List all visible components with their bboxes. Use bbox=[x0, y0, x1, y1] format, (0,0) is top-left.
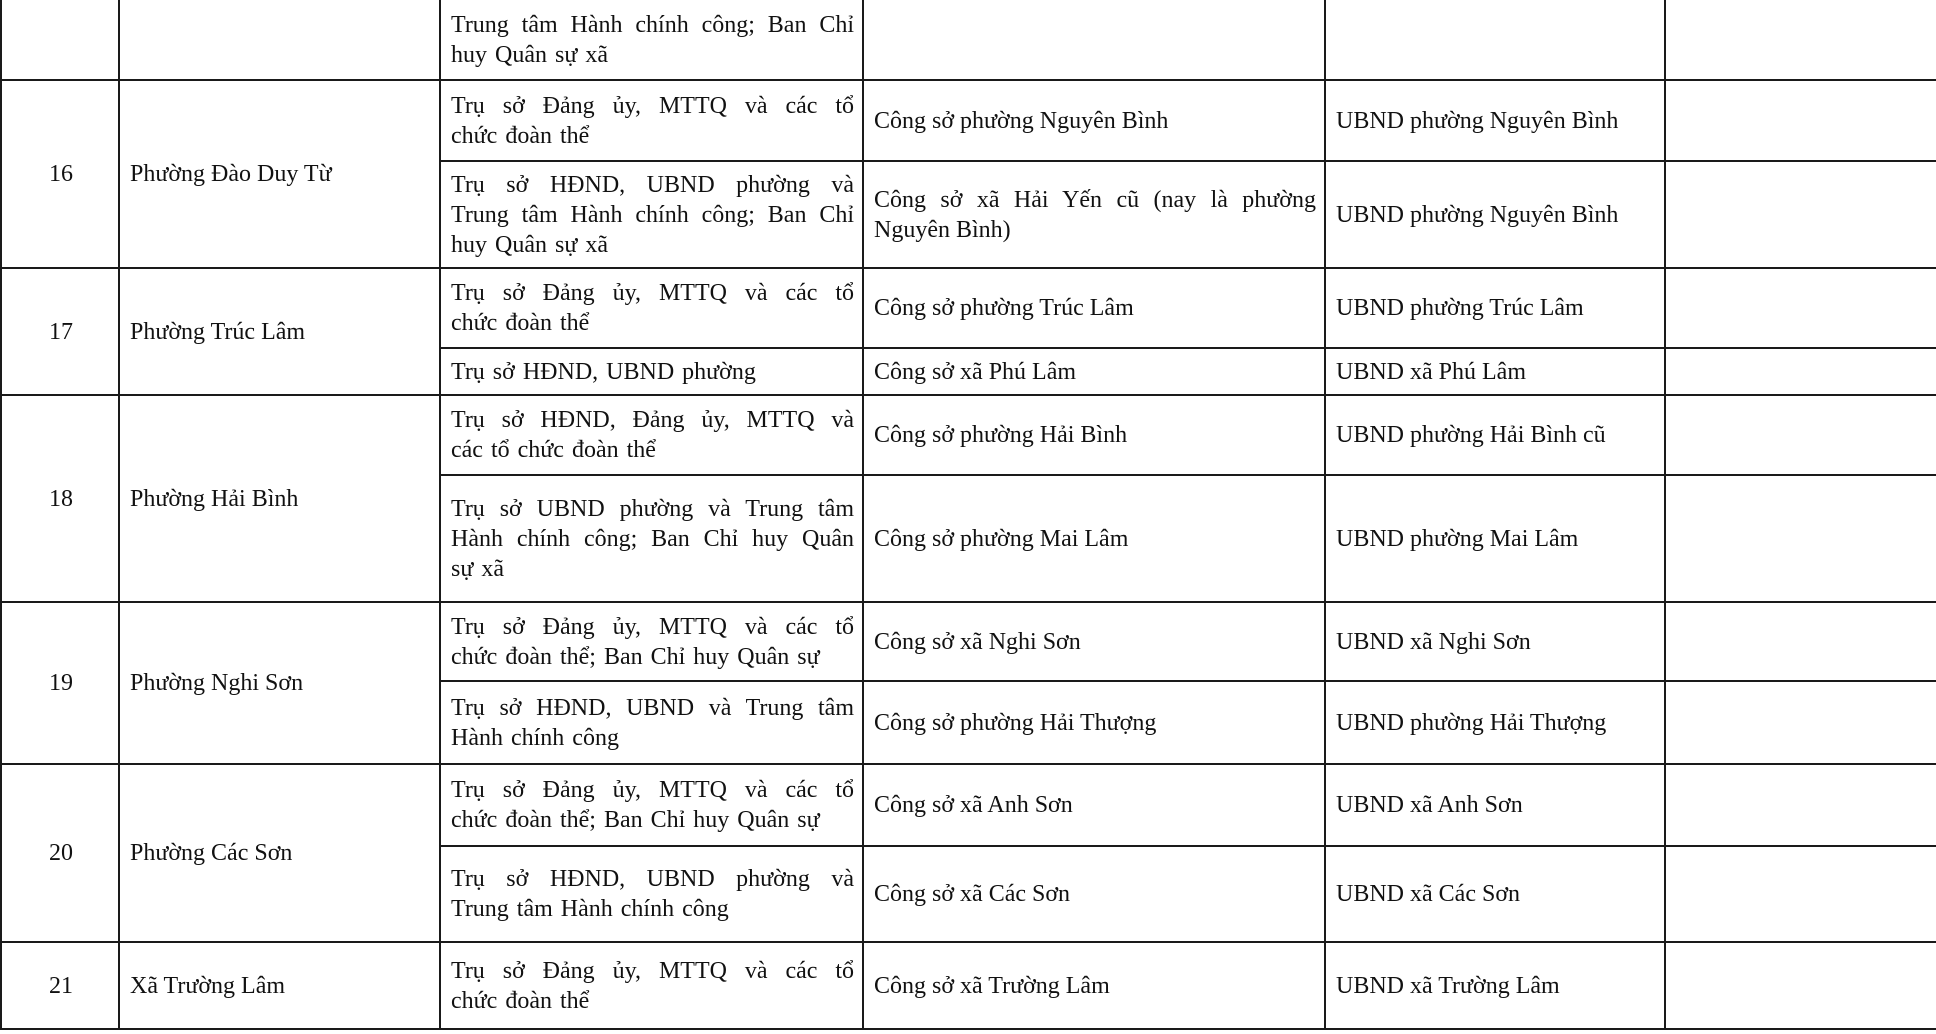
office-description bbox=[440, 0, 863, 80]
managing-unit bbox=[1325, 0, 1665, 80]
desc-line: chức đoàn thể; Ban Chỉ huy Quân sự bbox=[451, 807, 820, 833]
row-number: 17 bbox=[1, 268, 119, 395]
office-location bbox=[863, 0, 1325, 80]
managing-unit: UBND xã Trường Lâm bbox=[1325, 942, 1665, 1029]
unit-name: Phường Trúc Lâm bbox=[119, 268, 440, 395]
desc-line: chức đoàn thể bbox=[451, 122, 590, 149]
desc-line: Trụ sở Đảng ủy, MTTQ và các tổ bbox=[451, 280, 854, 306]
notes-cell bbox=[1665, 942, 1936, 1029]
desc-line: Trung tâm Hành chính công; Ban Chỉ bbox=[451, 11, 854, 38]
managing-unit: UBND xã Nghi Sơn bbox=[1325, 602, 1665, 681]
notes-cell bbox=[1665, 475, 1936, 602]
notes-cell bbox=[1665, 0, 1936, 80]
office-location: Công sở xã Hải Yến cũ (nay là phường Nguyên Bình) bbox=[863, 161, 1325, 268]
managing-unit: UBND phường Nguyên Bình bbox=[1325, 80, 1665, 161]
notes-cell bbox=[1665, 764, 1936, 846]
desc-line: Trụ sở Đảng ủy, MTTQ và các tổ bbox=[451, 613, 854, 640]
row-number: 20 bbox=[1, 764, 119, 942]
managing-unit: UBND phường Hải Thượng bbox=[1325, 681, 1665, 764]
managing-unit: UBND xã Các Sơn bbox=[1325, 846, 1665, 942]
notes-cell bbox=[1665, 602, 1936, 681]
managing-unit: UBND phường Trúc Lâm bbox=[1325, 268, 1665, 348]
desc-line: Hành chính công; Ban Chỉ huy Quân bbox=[451, 525, 854, 552]
desc-line: Trụ sở Đảng ủy, MTTQ và các tổ bbox=[451, 777, 854, 803]
desc-line: huy Quân sự xã bbox=[451, 231, 608, 258]
unit-name bbox=[119, 0, 440, 80]
unit-name: Phường Các Sơn bbox=[119, 764, 440, 942]
table-row bbox=[1, 268, 1936, 348]
desc-line: chức đoàn thể bbox=[451, 987, 590, 1014]
unit-name: Phường Đào Duy Từ bbox=[119, 80, 440, 268]
office-location: Công sở phường Trúc Lâm bbox=[863, 268, 1325, 348]
office-description bbox=[440, 348, 863, 395]
desc-line: Trụ sở Đảng ủy, MTTQ và các tổ bbox=[451, 92, 854, 119]
office-description bbox=[440, 602, 863, 681]
managing-unit: UBND xã Anh Sơn bbox=[1325, 764, 1665, 846]
office-location: Công sở phường Nguyên Bình bbox=[863, 80, 1325, 161]
notes-cell bbox=[1665, 268, 1936, 348]
row-number: 19 bbox=[1, 602, 119, 764]
office-location: Công sở xã Trường Lâm bbox=[863, 942, 1325, 1029]
office-description bbox=[440, 846, 863, 942]
office-location: Công sở phường Hải Bình bbox=[863, 395, 1325, 475]
table-row bbox=[1, 80, 1936, 161]
office-location: Công sở xã Anh Sơn bbox=[863, 764, 1325, 846]
table-row bbox=[1, 0, 1936, 80]
office-description bbox=[440, 268, 863, 348]
desc-line: sự xã bbox=[451, 555, 504, 582]
desc-line: Trụ sở HĐND, UBND và Trung tâm bbox=[451, 694, 854, 721]
desc-line: Trung tâm Hành chính công bbox=[451, 896, 729, 922]
desc-line: chức đoàn thể bbox=[451, 310, 590, 336]
desc-line: Trụ sở UBND phường và Trung tâm bbox=[451, 495, 854, 522]
office-location: Công sở phường Mai Lâm bbox=[863, 475, 1325, 602]
desc-line: huy Quân sự xã bbox=[451, 41, 608, 68]
row-number: 21 bbox=[1, 942, 119, 1029]
desc-line: các tổ chức đoàn thể bbox=[451, 437, 656, 463]
notes-cell bbox=[1665, 80, 1936, 161]
notes-cell bbox=[1665, 348, 1936, 395]
table-row bbox=[1, 602, 1936, 681]
desc-line: Trụ sở HĐND, UBND phường và bbox=[451, 866, 854, 892]
notes-cell bbox=[1665, 846, 1936, 942]
office-description bbox=[440, 161, 863, 268]
office-description bbox=[440, 80, 863, 161]
desc-line: Trung tâm Hành chính công; Ban Chỉ bbox=[451, 201, 854, 228]
managing-unit: UBND phường Mai Lâm bbox=[1325, 475, 1665, 602]
desc-line: Trụ sở Đảng ủy, MTTQ và các tổ bbox=[451, 957, 854, 984]
desc-line: chức đoàn thể; Ban Chỉ huy Quân sự bbox=[451, 643, 820, 670]
unit-name: Phường Hải Bình bbox=[119, 395, 440, 602]
unit-name: Xã Trường Lâm bbox=[119, 942, 440, 1029]
table-row bbox=[1, 764, 1936, 846]
row-number: 18 bbox=[1, 395, 119, 602]
office-description bbox=[440, 942, 863, 1029]
notes-cell bbox=[1665, 395, 1936, 475]
table-row bbox=[1, 395, 1936, 475]
office-description bbox=[440, 475, 863, 602]
office-location: Công sở xã Các Sơn bbox=[863, 846, 1325, 942]
managing-unit: UBND xã Phú Lâm bbox=[1325, 348, 1665, 395]
desc-line: Trụ sở HĐND, UBND phường bbox=[451, 358, 756, 385]
notes-cell bbox=[1665, 161, 1936, 268]
office-description bbox=[440, 764, 863, 846]
row-number bbox=[1, 0, 119, 80]
unit-name: Phường Nghi Sơn bbox=[119, 602, 440, 764]
office-description bbox=[440, 395, 863, 475]
desc-line: Trụ sở HĐND, UBND phường và bbox=[451, 171, 854, 198]
table-row bbox=[1, 942, 1936, 1029]
office-location: Công sở phường Hải Thượng bbox=[863, 681, 1325, 764]
desc-line: Hành chính công bbox=[451, 724, 619, 751]
managing-unit: UBND phường Hải Bình cũ bbox=[1325, 395, 1665, 475]
office-location: Công sở xã Nghi Sơn bbox=[863, 602, 1325, 681]
managing-unit: UBND phường Nguyên Bình bbox=[1325, 161, 1665, 268]
notes-cell bbox=[1665, 681, 1936, 764]
row-number: 16 bbox=[1, 80, 119, 268]
office-location: Công sở xã Phú Lâm bbox=[863, 348, 1325, 395]
office-description bbox=[440, 681, 863, 764]
desc-line: Trụ sở HĐND, Đảng ủy, MTTQ và bbox=[451, 407, 854, 433]
